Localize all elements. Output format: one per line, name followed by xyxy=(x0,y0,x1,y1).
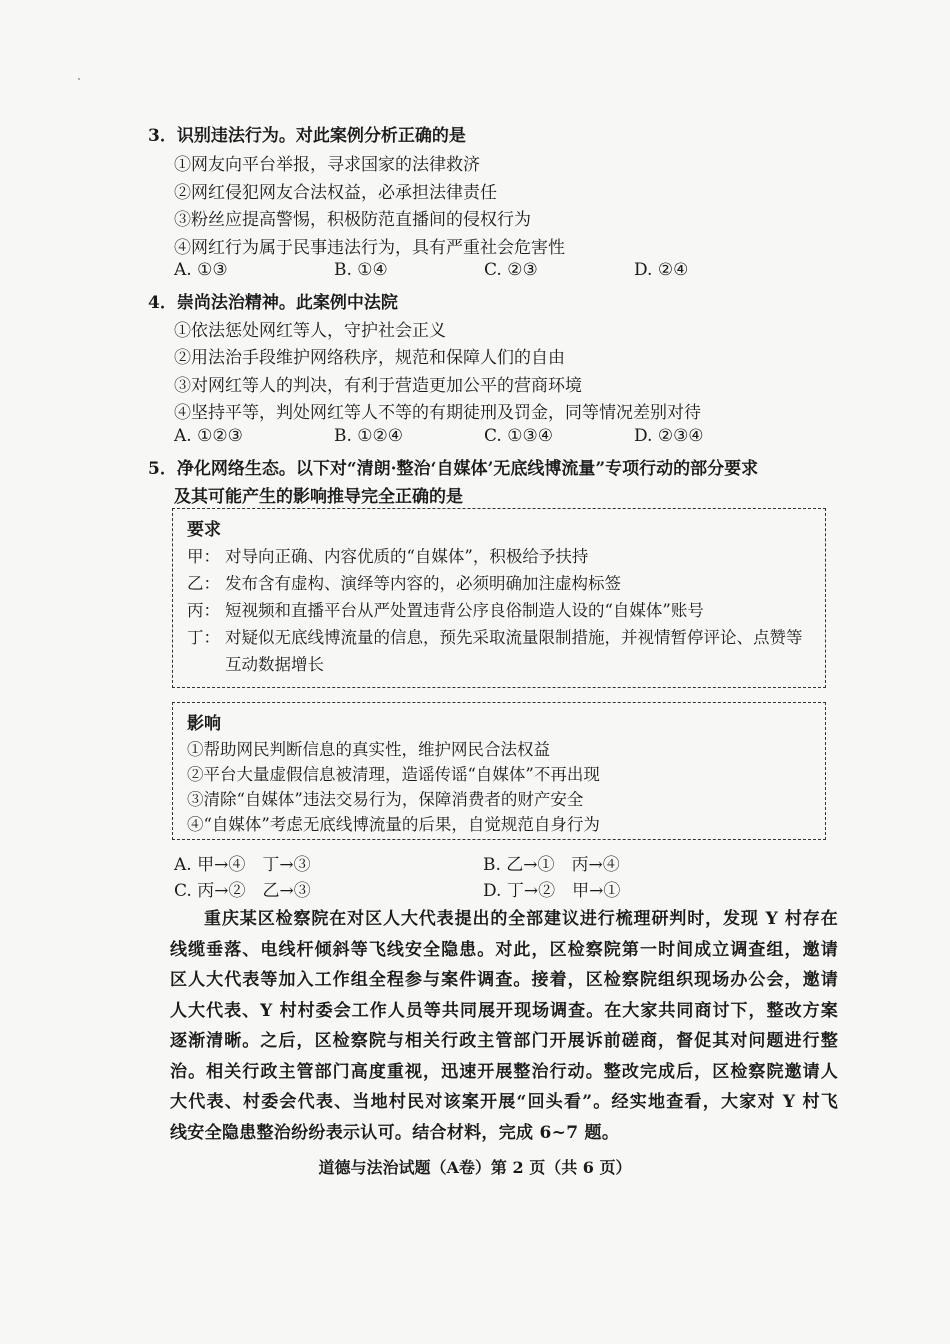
q3-option-2: ②网红侵犯网友合法权益，必承担法律责任 xyxy=(174,183,497,203)
passage-line: 治。相关行政主管部门高度重视，迅速开展整治行动。整改完成后，区检察院邀请人 xyxy=(170,1061,838,1082)
effect-row: ①帮助网民判断信息的真实性，维护网民合法权益 xyxy=(187,740,550,759)
effect-row: ②平台大量虚假信息被清理，造谣传谣“自媒体”不再出现 xyxy=(187,765,600,784)
q4-choice-d[interactable]: D. ②③④ xyxy=(634,426,704,446)
passage-line: 区人大代表等加入工作组全程参与案件调查。接着，区检察院组织现场办公会，邀请 xyxy=(170,970,838,990)
q3-option-1: ①网友向平台举报，寻求国家的法律救济 xyxy=(174,155,480,175)
q3-choice-a[interactable]: A. ①③ xyxy=(174,260,228,280)
q3-option-4: ④网红行为属于民事违法行为，具有严重社会危害性 xyxy=(174,238,565,258)
requirement-key: 甲： xyxy=(187,547,220,566)
q4-choice-a[interactable]: A. ①②③ xyxy=(174,426,243,446)
passage-line: 大代表、村委会代表、当地村民对该案开展“回头看”。经实地查看，大家对 Y 村飞 xyxy=(170,1092,838,1112)
q5-choice-b[interactable]: B. 乙→① 丙→④ xyxy=(483,855,620,875)
passage-line: 线缆垂落、电线杆倾斜等飞线安全隐患。对此，区检察院第一时间成立调查组，邀请 xyxy=(170,939,838,960)
requirement-row xyxy=(187,570,811,597)
q4-choice-c[interactable]: C. ①③④ xyxy=(484,426,553,446)
q3-choice-d[interactable]: D. ②④ xyxy=(634,260,689,280)
q4-option-2: ②用法治手段维护网络秩序，规范和保障人们的自由 xyxy=(174,348,565,368)
q3-option-3: ③粉丝应提高警惕，积极防范直播间的侵权行为 xyxy=(174,210,531,230)
q5-title-line-1: 5．净化网络生态。以下对“清朗·整治‘自媒体’无底线博流量”专项行动的部分要求 xyxy=(148,459,759,479)
passage-line: 人大代表、Y 村村委会工作人员等共同展开现场调查。在大家共同商讨下，整改方案 xyxy=(170,1000,838,1021)
requirement-key: 乙： xyxy=(187,574,220,593)
q5-choice-a[interactable]: A. 甲→④ 丁→③ xyxy=(174,855,311,875)
requirement-key: 丁： xyxy=(187,628,220,647)
q4-option-3: ③对网红等人的判决，有利于营造更加公平的营商环境 xyxy=(174,376,582,396)
requirement-text: 对导向正确、内容优质的“自媒体”，积极给予扶持 xyxy=(225,547,589,566)
q3-title: 3．识别违法行为。对此案例分析正确的是 xyxy=(148,126,466,146)
scan-speck xyxy=(78,78,80,80)
q5-choice-d[interactable]: D. 丁→② 甲→① xyxy=(483,881,621,901)
requirements-heading: 要求 xyxy=(187,520,221,540)
passage-line: 重庆某区检察院在对区人大代表提出的全部建议进行梳理研判时，发现 Y 村存在 xyxy=(204,909,838,929)
requirement-row xyxy=(187,597,811,624)
q4-option-1: ①依法惩处网红等人，守护社会正义 xyxy=(174,321,446,341)
q4-choice-b[interactable]: B. ①②④ xyxy=(334,426,404,446)
q5-choice-c[interactable]: C. 丙→② 乙→③ xyxy=(174,881,311,901)
requirement-text: 对疑似无底线博流量的信息，预先采取流量限制措施，并视情暂停评论、点赞等互动数据增长 xyxy=(225,628,803,674)
effect-row: ④“自媒体”考虑无底线博流量的后果，自觉规范自身行为 xyxy=(187,815,600,834)
passage-line: 线安全隐患整治纷纷表示认可。结合材料，完成 6~7 题。 xyxy=(170,1122,620,1143)
q4-option-4: ④坚持平等，判处网红等人不等的有期徒刑及罚金，同等情况差别对待 xyxy=(174,403,701,423)
effects-heading: 影响 xyxy=(187,714,221,734)
q4-title: 4．崇尚法治精神。此案例中法院 xyxy=(148,293,398,313)
requirement-text: 发布含有虚构、演绎等内容的，必须明确加注虚构标签 xyxy=(225,574,621,593)
effects-box xyxy=(172,702,826,840)
requirement-row xyxy=(187,624,811,678)
requirement-text: 短视频和直播平台从严处置违背公序良俗制造人设的“自媒体”账号 xyxy=(225,601,704,620)
requirements-box xyxy=(172,508,826,688)
q3-choice-c[interactable]: C. ②③ xyxy=(484,260,538,280)
requirement-row xyxy=(187,543,811,570)
q5-title-line-2: 及其可能产生的影响推导完全正确的是 xyxy=(174,487,463,507)
effect-row: ③清除“自媒体”违法交易行为，保障消费者的财产安全 xyxy=(187,790,584,809)
passage-line: 逐渐清晰。之后，区检察院与相关行政主管部门开展诉前磋商，督促其对问题进行整 xyxy=(170,1031,838,1051)
q3-choice-b[interactable]: B. ①④ xyxy=(334,260,388,280)
page-footer: 道德与法治试题（A卷）第 2 页（共 6 页） xyxy=(318,1158,632,1177)
requirement-key: 丙： xyxy=(187,601,220,620)
material-passage xyxy=(170,904,838,1148)
